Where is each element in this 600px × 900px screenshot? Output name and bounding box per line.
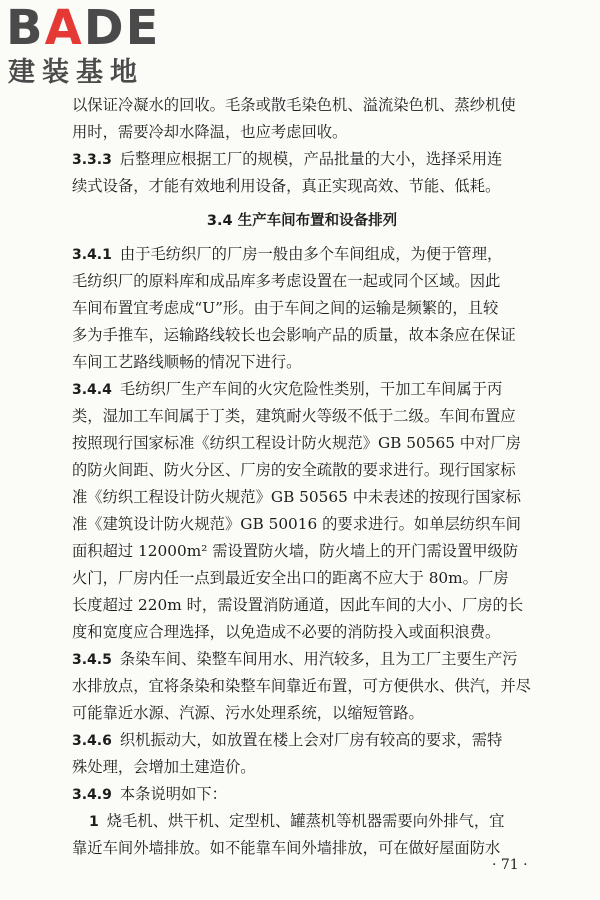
clause-3-4-6 [72,727,532,781]
clause-3-4-4 [72,376,532,646]
text-line: 准《建筑设计防火规范》GB 50016 的要求进行。如单层纺织车间 [72,515,521,533]
text-line: 烧毛机、烘干机、定型机、罐蒸机等机器需要向外排气，宜 [106,812,505,830]
text-line: 按照现行国家标准《纺织工程设计防火规范》GB 50565 中对厂房 [72,434,521,452]
text-line: 织机振动大，如放置在楼上会对厂房有较高的要求，需特 [119,731,503,749]
text-line: 车间工艺路线顺畅的情况下进行。 [72,353,302,371]
clause-number: 3.4.6 [72,733,112,749]
text-line: 殊处理，会增加土建造价。 [72,758,256,776]
text-line: 用时，需要冷却水降温，也应考虑回收。 [72,123,348,141]
text-line: 条染车间、染整车间用水、用汽较多，且为工厂主要生产污 [119,650,518,668]
text-line: 本条说明如下： [119,785,227,803]
clause-3-3-3 [72,146,532,200]
paragraph-continuation [72,92,532,146]
clause-3-4-5 [72,646,532,727]
text-line: 的防火间距、防火分区、厂房的安全疏散的要求进行。现行国家标 [72,461,516,479]
text-line: 度和宽度应合理选择，以免造成不必要的消防投入或面积浪费。 [72,623,501,641]
clause-number: 3.4.1 [72,247,112,263]
text-line: 火门，厂房内任一点到最近安全出口的距离不应大于 80m。厂房 [72,569,509,587]
text-line: 续式设备，才能有效地利用设备，真正实现高效、节能、低耗。 [72,177,501,195]
text-line: 准《纺织工程设计防火规范》GB 50565 中未表述的按现行国家标 [72,488,521,506]
text-line: 毛纺织厂生产车间的火灾危险性类别，干加工车间属于丙 [119,380,503,398]
bade-logo [0,0,190,92]
text-line: 车间布置宜考虑成“U”形。由于车间之间的运输是频繁的，且较 [72,299,499,317]
text-line: 类，湿加工车间属于丁类，建筑耐火等级不低于二级。车间布置应 [72,407,516,425]
clause-number: 3.4.5 [72,652,112,668]
logo-wordmark: BADE [6,0,161,56]
item-number: 1 [89,814,99,830]
list-item-1 [72,808,532,862]
clause-number: 3.4.9 [72,787,112,803]
page-number: · 71 · [492,857,528,873]
clause-3-4-1 [72,241,532,376]
text-line: 多为手推车，运输路线较长也会影响产品的质量，故本条应在保证 [72,326,516,344]
section-heading: 3.4 生产车间布置和设备排列 [206,213,398,229]
text-line: 后整理应根据工厂的规模，产品批量的大小，选择采用连 [119,150,503,168]
text-line: 靠近车间外墙排放。如不能靠车间外墙排放，可在做好屋面防水 [72,839,501,857]
document-body [72,92,532,862]
text-line: 水排放点，宜将条染和染整车间靠近布置，可方便供水、供汽，并尽 [72,677,531,695]
clause-number: 3.4.4 [72,382,112,398]
text-line: 可能靠近水源、汽源、污水处理系统，以缩短管路。 [72,704,424,722]
logo-subtitle: 建装基地 [8,57,144,88]
text-line: 由于毛纺织厂的厂房一般由多个车间组成，为便于管理， [119,245,503,263]
clause-3-4-9 [72,781,532,808]
clause-number: 3.3.3 [72,152,112,168]
text-line: 毛纺织厂的原料库和成品库多考虑设置在一起或同个区域。因此 [72,272,501,290]
text-line: 以保证冷凝水的回收。毛条或散毛染色机、溢流染色机、蒸纱机使 [72,96,516,114]
text-line: 长度超过 220m 时，需设置消防通道，因此车间的大小、厂房的长 [72,596,524,614]
text-line: 面积超过 12000m² 需设置防火墙，防火墙上的开门需设置甲级防 [72,542,519,560]
